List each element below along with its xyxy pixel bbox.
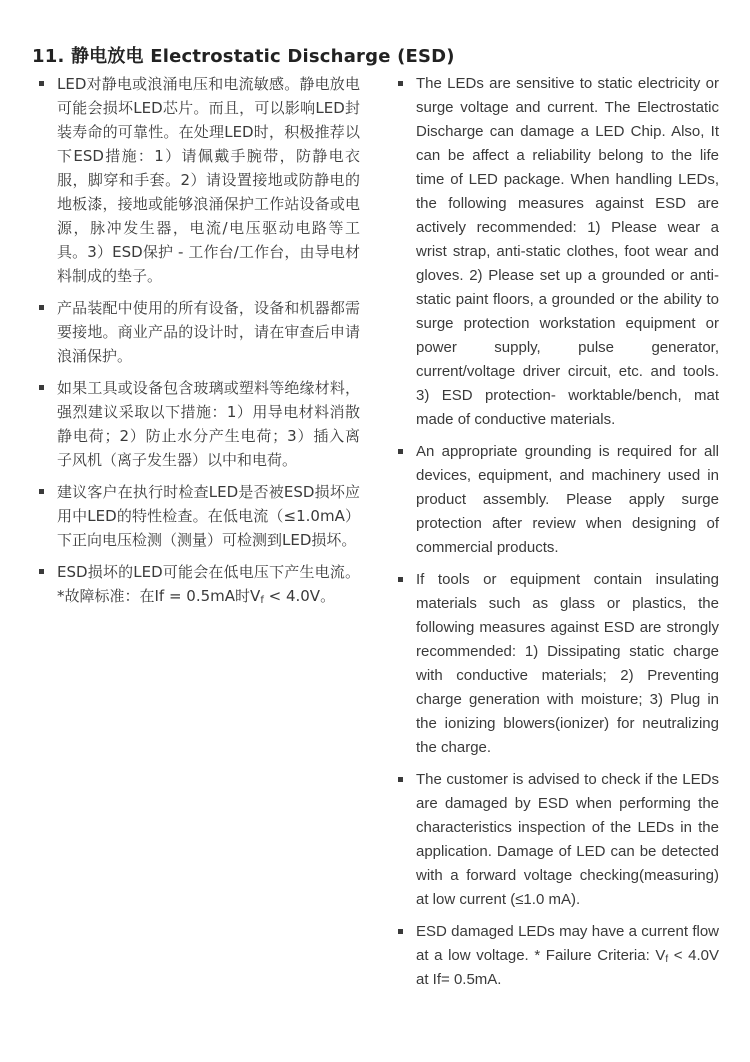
bullet-icon bbox=[398, 577, 403, 582]
bullet-icon bbox=[39, 305, 44, 310]
list-item-text: 建议客户在执行时检查LED是否被ESD损坏应用中LED的特性检查。在低电流（≤1.0mA）下正向电压检测（测量）可检测到LED损坏。 bbox=[57, 483, 360, 549]
list-item bbox=[38, 376, 360, 472]
english-column bbox=[397, 72, 719, 1000]
list-item bbox=[397, 920, 719, 992]
page-title: 11. 静电放电 Electrostatic Discharge (ESD) bbox=[32, 46, 455, 68]
list-item bbox=[38, 72, 360, 288]
list-item bbox=[38, 480, 360, 552]
bullet-icon bbox=[398, 449, 403, 454]
list-item-text bbox=[57, 563, 360, 605]
list-item-text bbox=[416, 923, 719, 988]
bullet-icon bbox=[39, 489, 44, 494]
list-item bbox=[38, 296, 360, 368]
list-item-text: The customer is advised to check if the LEDs are damaged by ESD when performing the characteristics inspection of the LEDs in the application. Damage of LED can be detected with a forward voltage checking(measuring) at low current (≤1.0 mA). bbox=[416, 771, 719, 908]
bullet-icon bbox=[39, 569, 44, 574]
list-item bbox=[38, 560, 360, 608]
list-item-text: The LEDs are sensitive to static electricity or surge voltage and current. The Electrostatic Discharge can damage a LED Chip. Also, It can be affect a reliability belong to the life time of LED package. When handling LEDs, the following measures against ESD are actively recommended: 1) Please wear a wrist strap, anti-static clothes, foot wear and gloves. 2) Please set up a grounded or anti-static paint floors, a grounded or the ability to surge protection workstation equipment or power supply, pulse generator, current/voltage driver circuit, etc. and tools. 3) ESD protection- worktable/bench, mat made of conductive materials. bbox=[416, 75, 719, 428]
list-item-text: LED对静电或浪涌电压和电流敏感。静电放电可能会损坏LED芯片。而且，可以影响LED封装寿命的可靠性。在处理LED时，积极推荐以下ESD措施：1）请佩戴手腕带，防静电衣服，脚穿和手套。2）请设置接地或防静电的地板漆，接地或能够浪涌保护工作站设备或电源，脉冲发生器，电流/电压驱动电路等工具。3）ESD保护 - 工作台/工作台，由导电材料制成的垫子。 bbox=[57, 75, 360, 285]
bullet-icon bbox=[39, 81, 44, 86]
chinese-column bbox=[38, 72, 360, 616]
bullet-icon bbox=[398, 81, 403, 86]
failure-criteria-text: ESD损坏的LED可能会在低电压下产生电流。*故障标准：在If = 0.5mA时V bbox=[57, 563, 360, 605]
bullet-icon bbox=[398, 929, 403, 934]
list-item bbox=[397, 568, 719, 760]
list-item bbox=[397, 72, 719, 432]
failure-criteria-value: < 4.0V at If= 0.5mA. bbox=[416, 947, 719, 988]
list-item-text: An appropriate grounding is required for all devices, equipment, and machinery used in product assembly. Please apply surge protection after review when designing of commercial products. bbox=[416, 443, 719, 556]
failure-criteria-text: ESD damaged LEDs may have a current flow at a low voltage. * Failure Criteria: V bbox=[416, 923, 719, 964]
bullet-icon bbox=[398, 777, 403, 782]
subscript-f: f bbox=[665, 954, 669, 965]
list-item-text: 如果工具或设备包含玻璃或塑料等绝缘材料，强烈建议采取以下措施：1）用导电材料消散静电荷；2）防止水分产生电荷；3）插入离子风机（离子发生器）以中和电荷。 bbox=[57, 379, 360, 469]
subscript-f: f bbox=[260, 595, 264, 606]
failure-criteria-value: < 4.0V。 bbox=[263, 587, 336, 605]
list-item bbox=[397, 768, 719, 912]
list-item bbox=[397, 440, 719, 560]
list-item-text: If tools or equipment contain insulating materials such as glass or plastics, the following measures against ESD are strongly recommended: 1) Dissipating static charge with conductive materials; 2) Preventing charge generation with moisture; 3) Plug in the ionizing blowers(ionizer) for neutralizing the charge. bbox=[416, 571, 719, 756]
bullet-icon bbox=[39, 385, 44, 390]
list-item-text: 产品装配中使用的所有设备，设备和机器都需要接地。商业产品的设计时，请在审查后申请浪涌保护。 bbox=[57, 299, 360, 365]
